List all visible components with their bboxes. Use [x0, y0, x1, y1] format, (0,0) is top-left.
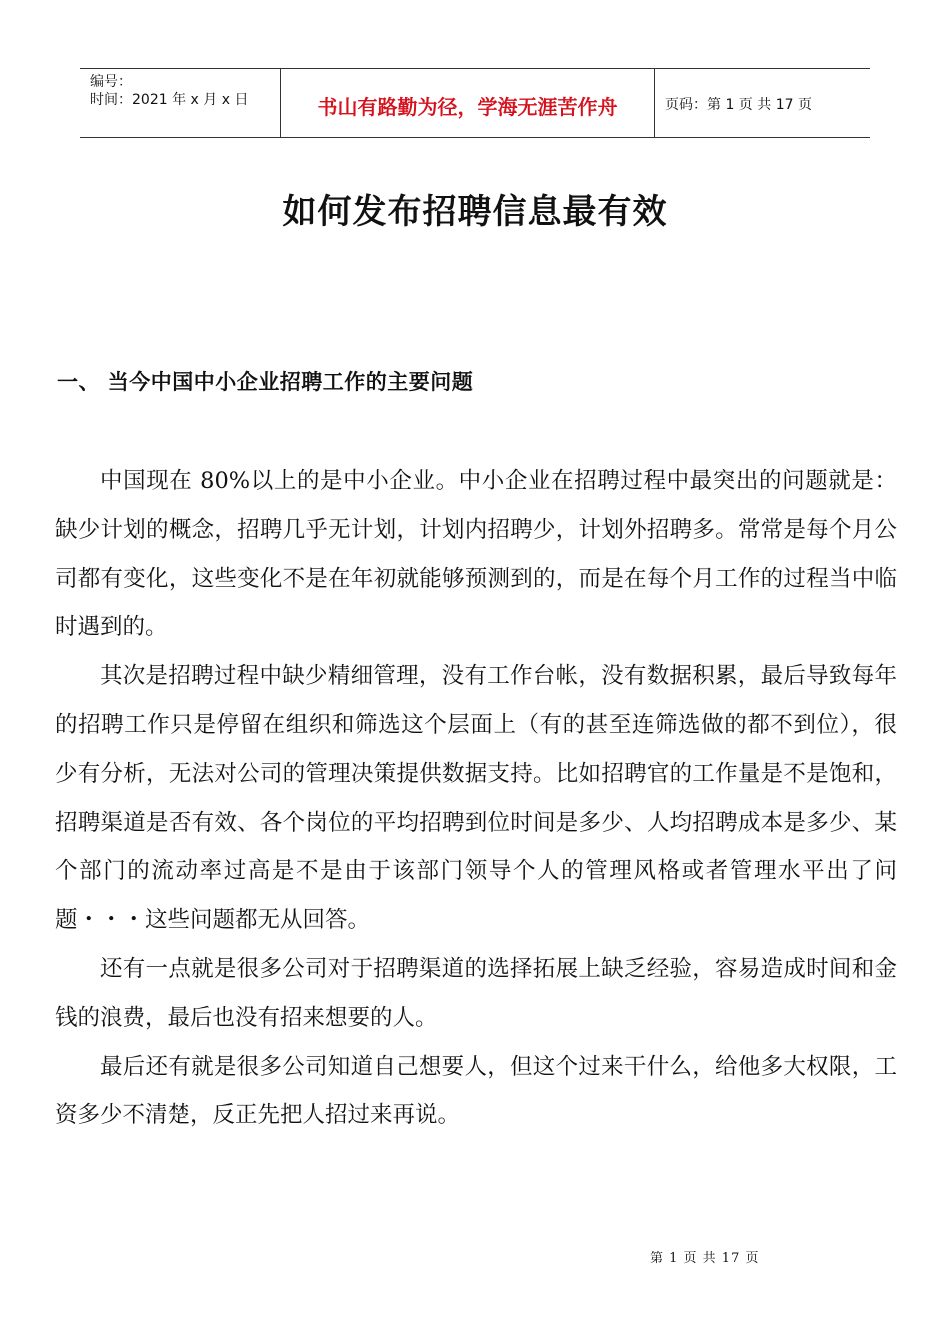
document-title: 如何发布招聘信息最有效 [282, 192, 668, 232]
motto-text: 书山有路勤为径，学海无涯苦作舟 [317, 94, 618, 119]
paragraph: 最后还有就是很多公司知道自己想要人，但这个过来干什么，给他多大权限，工资多少不清楚，反正先把人招过来再说。 [55, 1053, 897, 1129]
section-heading: 一、 当今中国中小企业招聘工作的主要问题 [57, 370, 474, 394]
page-footer: 第 1 页 共 17 页 [650, 1251, 760, 1266]
header-page-cell [655, 69, 870, 137]
code-label: 编号： [90, 74, 132, 90]
paragraph: 其次是招聘过程中缺少精细管理，没有工作台帐，没有数据积累，最后导致每年的招聘工作只是停留在组织和筛选这个层面上（有的甚至连筛选做的都不到位），很少有分析，无法对公司的管理决策提供数据支持。比如招聘官的工作量是不是饱和，招聘渠道是否有效、各个岗位的平均招聘到位时间是多少、人均招聘成本是多少、某个部门的流动率过高是不是由于该部门领导个人的管理风格或者管理水平出了问题・・・这些问题都无从回答。 [55, 663, 897, 934]
body-text [55, 457, 897, 1140]
header-page-info: 页码：第 1 页 共 17 页 [665, 97, 812, 113]
paragraph: 中国现在 80%以上的是中小企业。中小企业在招聘过程中最突出的问题就是：缺少计划的概念，招聘几乎无计划，计划内招聘少，计划外招聘多。常常是每个月公司都有变化，这些变化不是在年初就能够预测到的，而是在每个月工作的过程当中临时遇到的。 [55, 468, 897, 641]
paragraph: 还有一点就是很多公司对于招聘渠道的选择拓展上缺乏经验，容易造成时间和金钱的浪费，最后也没有招来想要的人。 [55, 955, 897, 1031]
time-label: 时间：2021 年 x 月 x 日 [90, 92, 249, 108]
header-motto-cell [281, 69, 655, 137]
header-meta-cell [80, 69, 281, 137]
document-header [80, 68, 870, 138]
